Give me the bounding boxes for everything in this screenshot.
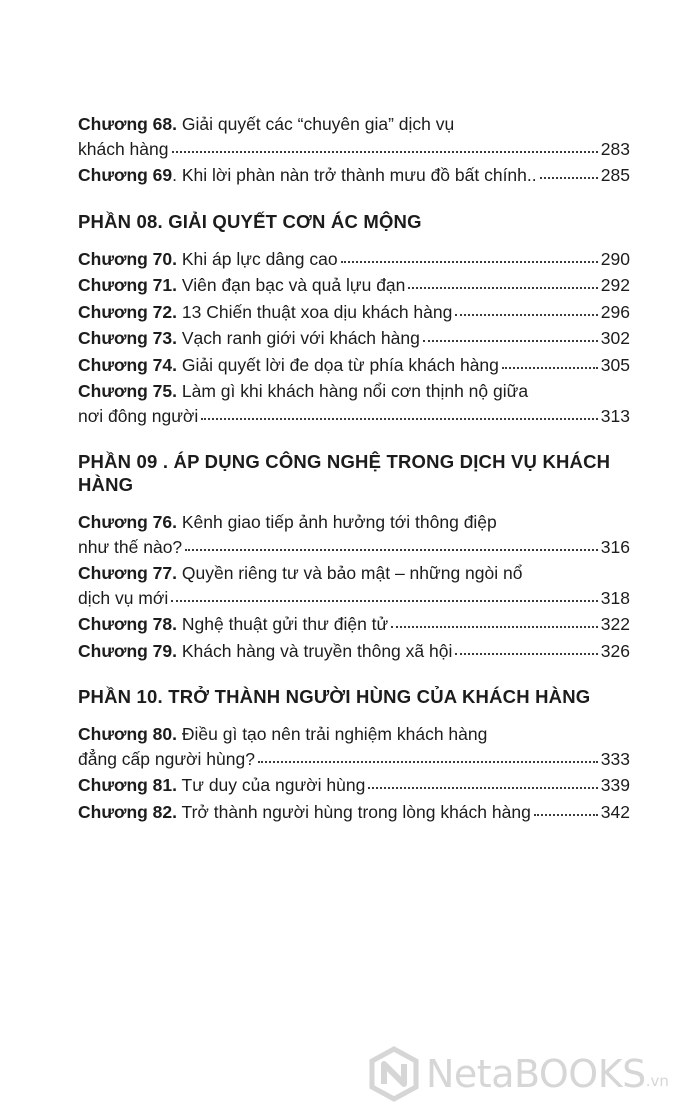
netabooks-logo-icon — [366, 1046, 422, 1102]
watermark-brand: NetaBOOKS — [426, 1052, 646, 1096]
page-number: 339 — [600, 775, 630, 795]
entry-text — [78, 326, 420, 351]
chapter-number: Chương 78. — [78, 614, 178, 634]
entry-text — [78, 300, 452, 325]
dot-leader — [368, 786, 597, 789]
chapter-title: Trở thành người hùng trong lòng khách hàng — [177, 801, 531, 822]
toc-entry[interactable] — [78, 379, 630, 428]
page-number: 290 — [600, 248, 630, 269]
dot-leader — [423, 339, 598, 342]
chapter-title: khách hàng — [78, 138, 169, 159]
page-number: 326 — [600, 640, 630, 661]
dot-leader — [185, 548, 598, 551]
chapter-number: Chương 82. — [78, 801, 178, 822]
page-number: 292 — [600, 275, 630, 295]
entry-text — [78, 612, 388, 637]
chapter-number: Chương 69 — [78, 165, 173, 185]
toc-entry[interactable] — [78, 561, 630, 610]
dot-leader — [534, 813, 598, 816]
chapter-title: Giải quyết các “chuyên gia” dịch vụ — [177, 114, 455, 134]
chapter-number: Chương 81. — [78, 775, 178, 795]
dot-leader — [540, 176, 598, 179]
part-title: PHẦN 08. GIẢI QUYẾT CƠN ÁC MỘNG — [78, 210, 422, 232]
chapter-title: Điều gì tạo nên trải nghiệm khách hàng — [177, 724, 488, 744]
chapter-title: đẳng cấp người hùng? — [78, 748, 255, 769]
chapter-title: như thế nào? — [78, 536, 183, 557]
chapter-title: Viên đạn bạc và quả lựu đạn — [177, 275, 406, 295]
page-number: 296 — [600, 301, 630, 322]
entry-text — [78, 773, 365, 798]
entry-text — [78, 800, 531, 825]
chapter-title: Giải quyết lời đe dọa từ phía khách hàng — [177, 354, 499, 375]
entry-text — [78, 247, 338, 272]
toc-entry[interactable] — [78, 273, 630, 298]
dot-leader — [455, 313, 597, 316]
chapter-number: Chương 73. — [78, 328, 178, 348]
dot-leader — [172, 150, 598, 153]
dot-leader — [391, 625, 598, 628]
toc-section — [78, 112, 630, 188]
toc-entry[interactable] — [78, 639, 630, 664]
page-number: 322 — [600, 614, 630, 634]
toc-entry[interactable] — [78, 326, 630, 351]
dot-leader — [502, 366, 598, 369]
chapter-title: Tư duy của người hùng — [177, 775, 366, 795]
toc-entry[interactable] — [78, 773, 630, 798]
page-number: 285 — [600, 165, 630, 185]
toc-section — [78, 685, 630, 824]
page-number: 316 — [600, 536, 630, 557]
toc-entry[interactable] — [78, 163, 630, 188]
page-number: 318 — [600, 587, 630, 608]
entry-text — [78, 353, 499, 378]
chapter-number: Chương 76. — [78, 512, 178, 532]
chapter-number: Chương 68. — [78, 114, 178, 134]
chapter-number: Chương 77. — [78, 563, 178, 583]
toc-entry[interactable] — [78, 353, 630, 378]
chapter-number: Chương 72. — [78, 301, 178, 322]
chapter-number: Chương 71. — [78, 275, 178, 295]
chapter-title: Vạch ranh giới với khách hàng — [177, 328, 420, 348]
chapter-title: Kênh giao tiếp ảnh hưởng tới thông điệp — [177, 512, 497, 532]
toc-entry[interactable] — [78, 300, 630, 325]
entry-text — [78, 639, 452, 664]
part-title: PHẦN 10. TRỞ THÀNH NGƯỜI HÙNG CỦA KHÁCH HÀNG — [78, 686, 591, 707]
chapter-title: . Khi lời phàn nàn trở thành mưu đồ bất chính.. — [172, 165, 537, 185]
toc-entry[interactable] — [78, 510, 630, 559]
page-number: 302 — [600, 328, 630, 348]
chapter-title: dịch vụ mới — [78, 587, 169, 608]
watermark-logo — [366, 1044, 696, 1104]
dot-leader — [455, 652, 597, 655]
page-number: 333 — [600, 748, 630, 769]
dot-leader — [341, 260, 598, 263]
entry-text — [78, 163, 537, 188]
chapter-title: Khi áp lực dâng cao — [177, 248, 338, 269]
chapter-title: 13 Chiến thuật xoa dịu khách hàng — [177, 301, 453, 322]
dot-leader — [258, 760, 598, 763]
toc-entry[interactable] — [78, 112, 630, 161]
chapter-number: Chương 74. — [78, 354, 178, 375]
page-number: 283 — [600, 138, 630, 159]
watermark-suffix: .vn — [645, 1072, 669, 1090]
chapter-number: Chương 79. — [78, 640, 178, 661]
page-number: 305 — [600, 354, 630, 375]
toc-entry[interactable] — [78, 722, 630, 771]
entry-text — [78, 273, 405, 298]
toc-entry[interactable] — [78, 800, 630, 825]
dot-leader — [171, 599, 598, 602]
page-number: 313 — [600, 405, 630, 426]
chapter-number: Chương 80. — [78, 724, 178, 744]
table-of-contents — [78, 112, 630, 846]
chapter-title: nơi đông người — [78, 405, 199, 426]
dot-leader — [408, 286, 597, 289]
toc-entry[interactable] — [78, 612, 630, 637]
part-title: PHẦN 09 . ÁP DỤNG CÔNG NGHỆ TRONG DỊCH VỤ KHÁCH HÀNG — [78, 451, 611, 495]
page-number: 342 — [600, 801, 630, 822]
toc-section — [78, 450, 630, 663]
chapter-number: Chương 75. — [78, 381, 178, 401]
chapter-number: Chương 70. — [78, 248, 178, 269]
toc-entry[interactable] — [78, 247, 630, 272]
chapter-title: Nghệ thuật gửi thư điện tử — [177, 614, 389, 634]
dot-leader — [201, 417, 598, 420]
chapter-title: Quyền riêng tư và bảo mật – những ngòi nổ — [177, 563, 523, 583]
chapter-title: Làm gì khi khách hàng nổi cơn thịnh nộ giữa — [177, 381, 529, 401]
chapter-title: Khách hàng và truyền thông xã hội — [177, 640, 453, 661]
toc-section — [78, 210, 630, 429]
